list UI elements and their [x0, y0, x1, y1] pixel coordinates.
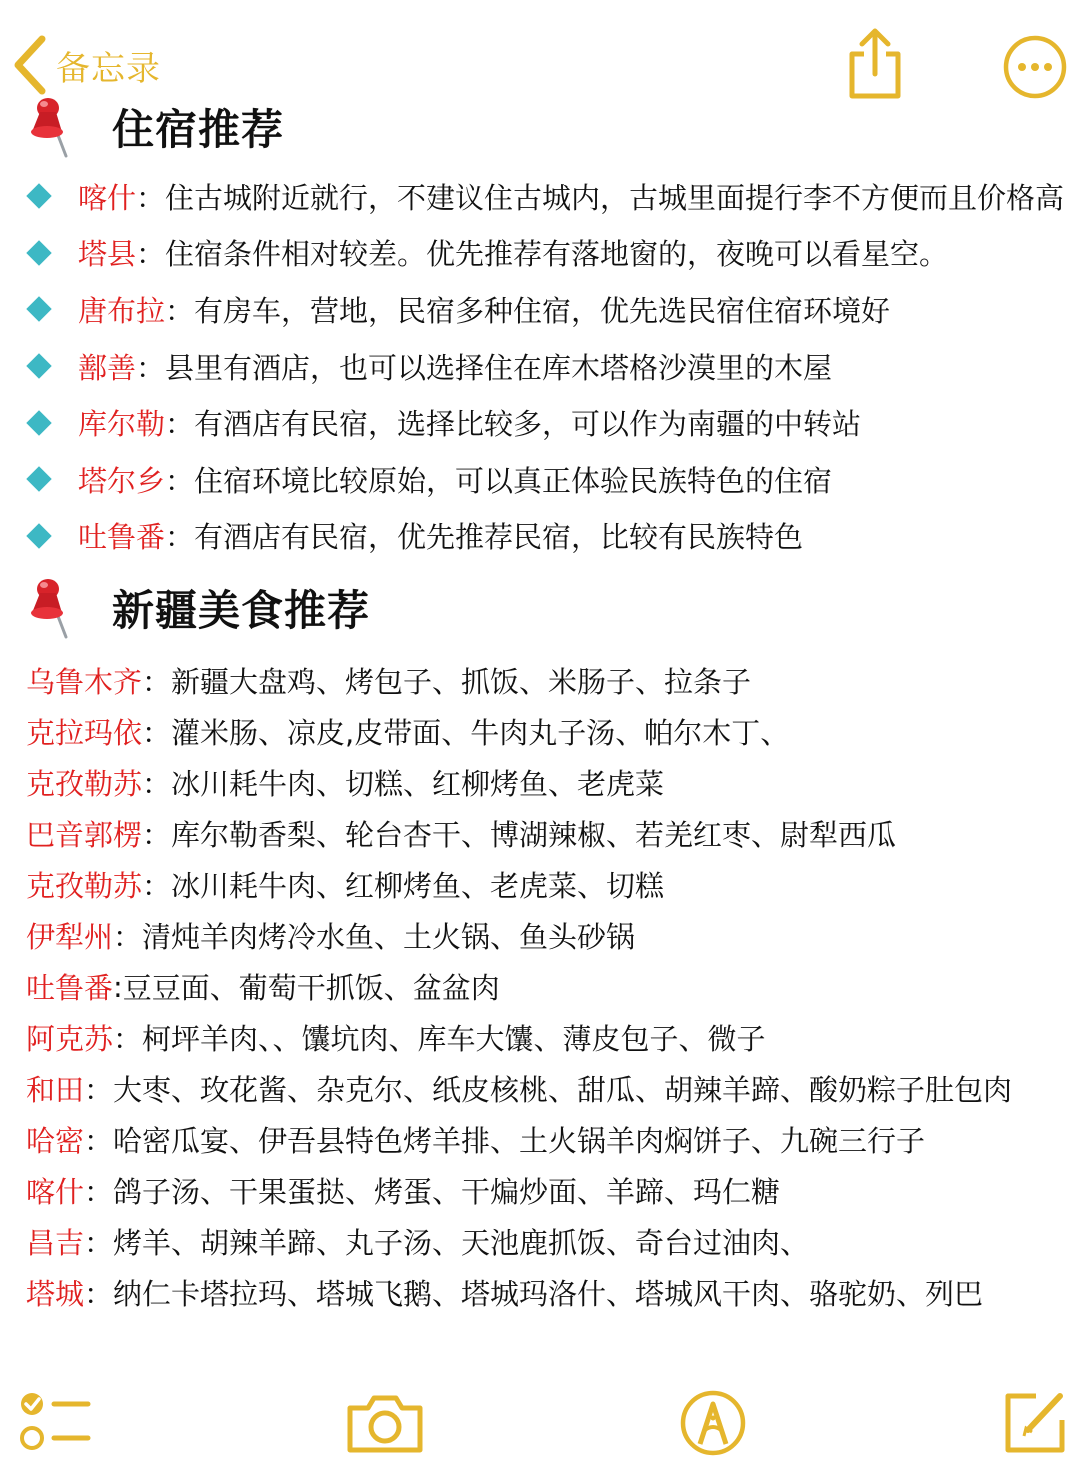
list-item — [22, 508, 1072, 565]
list-item — [26, 706, 1076, 757]
food-description: 鸽子汤、干果蛋挞、烤蛋、干煸炒面、羊蹄、玛仁糖 — [113, 1175, 781, 1209]
food-description: 新疆大盘鸡、烤包子、抓饭、米肠子、拉条子 — [171, 665, 752, 699]
separator: ： — [136, 237, 166, 272]
more-options-button[interactable] — [1000, 32, 1070, 102]
food-list — [26, 655, 1076, 1318]
place-name: 吐鲁番 — [26, 971, 114, 1005]
food-description: 冰川耗牛肉、切糕、红柳烤鱼、老虎菜 — [171, 767, 665, 801]
diamond-bullet-icon — [26, 410, 51, 435]
food-description: 烤羊、胡辣羊蹄、丸子汤、天池鹿抓饭、奇台过油肉、 — [113, 1226, 810, 1260]
separator: ： — [142, 716, 172, 750]
separator: ： — [113, 1022, 143, 1056]
pushpin-icon — [26, 575, 82, 641]
lodging-list — [22, 168, 1072, 564]
list-item — [26, 1012, 1076, 1063]
separator: ： — [142, 767, 172, 801]
separator: ： — [165, 407, 195, 442]
bottom-toolbar — [0, 1380, 1080, 1466]
separator: ： — [136, 350, 166, 385]
section-title-lodging: 住宿推荐 — [112, 105, 285, 154]
separator: ： — [84, 1073, 114, 1107]
list-item — [22, 338, 1072, 395]
place-name: 喀什 — [26, 1175, 85, 1209]
place-name: 昌吉 — [26, 1226, 85, 1260]
section-title-food: 新疆美食推荐 — [112, 586, 371, 635]
diamond-bullet-icon — [26, 523, 51, 548]
separator: ： — [142, 665, 172, 699]
checklist-icon — [14, 1388, 94, 1456]
diamond-bullet-icon — [26, 297, 51, 322]
diamond-bullet-icon — [26, 184, 51, 209]
separator: ： — [84, 1277, 114, 1311]
place-description: 有房车，营地，民宿多种住宿，优先选民宿住宿环境好 — [194, 293, 891, 328]
place-name: 和田 — [26, 1073, 85, 1107]
place-name: 塔县 — [78, 237, 137, 272]
checklist-button[interactable] — [14, 1388, 94, 1460]
separator: ： — [84, 1124, 114, 1158]
place-description: 住宿条件相对较差。优先推荐有落地窗的，夜晚可以看星空。 — [165, 237, 949, 272]
place-name: 塔城 — [26, 1277, 85, 1311]
place-name: 克孜勒苏 — [26, 869, 143, 903]
list-item — [26, 859, 1076, 910]
food-description: 大枣、玫花酱、杂克尔、纸皮核桃、甜瓜、胡辣羊蹄、酸奶粽子肚包肉 — [113, 1073, 1013, 1107]
diamond-bullet-icon — [26, 240, 51, 265]
place-description: 有酒店有民宿，优先推荐民宿，比较有民族特色 — [194, 520, 804, 555]
list-item — [26, 910, 1076, 961]
food-description: 灌米肠、凉皮,皮带面、牛肉丸子汤、帕尔木丁、 — [171, 716, 790, 750]
separator: ： — [84, 1226, 114, 1260]
place-description: 住宿环境比较原始，可以真正体验民族特色的住宿 — [194, 463, 833, 498]
place-name: 克孜勒苏 — [26, 767, 143, 801]
camera-icon — [344, 1390, 426, 1456]
place-name: 哈密 — [26, 1124, 85, 1158]
separator: ： — [136, 180, 166, 215]
chevron-left-icon — [10, 33, 50, 97]
food-description: 哈密瓜宴、伊吾县特色烤羊排、土火锅羊肉焖饼子、九碗三行子 — [113, 1124, 926, 1158]
list-item — [26, 655, 1076, 706]
pen-tip-icon — [678, 1388, 748, 1458]
lodging-heading — [26, 92, 284, 162]
separator: ： — [165, 520, 195, 555]
separator: ： — [165, 463, 195, 498]
food-description: 冰川耗牛肉、红柳烤鱼、老虎菜、切糕 — [171, 869, 665, 903]
diamond-bullet-icon — [26, 467, 51, 492]
separator: ： — [84, 1175, 114, 1209]
more-icon — [1000, 32, 1070, 102]
list-item — [22, 451, 1072, 508]
place-description: 县里有酒店，也可以选择住在库木塔格沙漠里的木屋 — [165, 350, 833, 385]
list-item — [26, 1063, 1076, 1114]
list-item — [22, 281, 1072, 338]
list-item — [22, 394, 1072, 451]
list-item — [26, 1267, 1076, 1318]
list-item — [26, 1165, 1076, 1216]
compose-icon — [1000, 1384, 1070, 1456]
list-item — [26, 1114, 1076, 1165]
place-name: 巴音郭楞 — [26, 818, 143, 852]
camera-button[interactable] — [344, 1390, 426, 1460]
place-name: 阿克苏 — [26, 1022, 114, 1056]
separator: ： — [165, 293, 195, 328]
place-name: 库尔勒 — [78, 407, 166, 442]
place-name: 鄯善 — [78, 350, 137, 385]
food-description: 豆豆面、葡萄干抓饭、盆盆肉 — [122, 971, 500, 1005]
share-button[interactable] — [842, 26, 908, 102]
separator: ： — [113, 920, 143, 954]
food-description: 柯坪羊肉、、馕坑肉、库车大馕、薄皮包子、微子 — [142, 1022, 766, 1056]
list-item — [26, 961, 1076, 1012]
back-button[interactable] — [10, 30, 161, 100]
back-label: 备忘录 — [56, 48, 161, 89]
pushpin-icon — [26, 94, 82, 160]
separator: ： — [142, 818, 172, 852]
list-item — [26, 808, 1076, 859]
separator: : — [113, 969, 123, 1004]
list-item — [22, 225, 1072, 282]
place-name: 克拉玛依 — [26, 716, 143, 750]
markup-button[interactable] — [678, 1388, 748, 1462]
food-description: 纳仁卡塔拉玛、塔城飞鹅、塔城玛洛什、塔城风干肉、骆驼奶、列巴 — [113, 1277, 984, 1311]
place-name: 乌鲁木齐 — [26, 665, 143, 699]
place-name: 吐鲁番 — [78, 520, 166, 555]
food-heading — [26, 573, 370, 643]
diamond-bullet-icon — [26, 353, 51, 378]
place-name: 伊犁州 — [26, 920, 114, 954]
place-description: 住古城附近就行，不建议住古城内，古城里面提行李不方便而且价格高 — [165, 180, 1065, 215]
list-item — [26, 1216, 1076, 1267]
place-name: 塔尔乡 — [78, 463, 166, 498]
food-description: 库尔勒香梨、轮台杏干、博湖辣椒、若羌红枣、尉犁西瓜 — [171, 818, 897, 852]
compose-button[interactable] — [1000, 1384, 1070, 1460]
share-icon — [842, 26, 908, 102]
food-description: 清炖羊肉烤冷水鱼、土火锅、鱼头砂锅 — [142, 920, 636, 954]
place-name: 喀什 — [78, 180, 137, 215]
place-description: 有酒店有民宿，选择比较多，可以作为南疆的中转站 — [194, 407, 862, 442]
list-item — [22, 168, 1072, 225]
separator: ： — [142, 869, 172, 903]
place-name: 唐布拉 — [78, 293, 166, 328]
top-nav-bar — [0, 0, 1080, 100]
list-item — [26, 757, 1076, 808]
